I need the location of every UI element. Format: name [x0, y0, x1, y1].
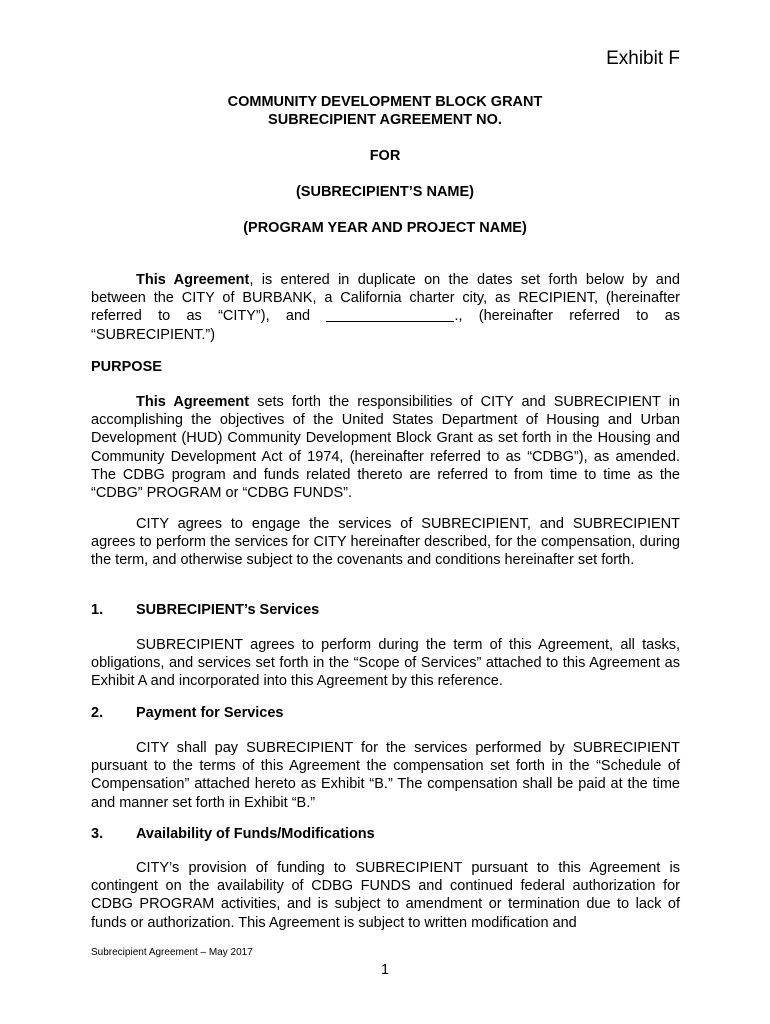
- purpose-heading: PURPOSE: [91, 359, 162, 375]
- subrecipient-name-blank: [326, 308, 454, 322]
- purpose-paragraph-2: [91, 515, 680, 570]
- section-2-title: Payment for Services: [136, 705, 284, 721]
- section-1-paragraph: [91, 636, 680, 691]
- document-title: [0, 93, 770, 129]
- section-3-heading: [91, 826, 375, 842]
- page-number: 1: [380, 962, 390, 978]
- title-line-2: SUBRECIPIENT AGREEMENT NO.: [268, 112, 502, 128]
- section-3-paragraph: [91, 859, 680, 932]
- purpose-text-1: sets forth the responsibilities of CITY and SUBRECIPIENT in accomplishing the objectives of the United States Department of Housing and Urban Development (HUD) Community Development Block Grant as set forth in the Housing and Community Development Act of 1974, (hereinafter referred to as “CDBG”), as amended. The CDBG program and funds related thereto are referred to from time to time as the “CDBG” PROGRAM or “CDBG FUNDS”.: [91, 394, 680, 502]
- title-line-1: COMMUNITY DEVELOPMENT BLOCK GRANT: [227, 94, 543, 110]
- purpose-text-2: CITY agrees to engage the services of SUBRECIPIENT, and SUBRECIPIENT agrees to perform the services for CITY hereinafter described, for the compensation, during the term, and otherwise subject to the covenants and conditions hereinafter set forth.: [91, 516, 680, 569]
- section-1-title: SUBRECIPIENT’s Services: [136, 602, 320, 618]
- section-1-number: 1.: [91, 602, 104, 618]
- intro-text-2: ., (hereinafter referred to as “SUBRECIPIENT.”): [91, 308, 681, 343]
- purpose-bold-lead: This Agreement: [136, 394, 250, 410]
- page-footer: Subrecipient Agreement – May 2017: [91, 947, 253, 958]
- title-subrecipient-name: (SUBRECIPIENT’S NAME): [295, 184, 475, 200]
- section-3-number: 3.: [91, 826, 104, 842]
- title-program-year: (PROGRAM YEAR AND PROJECT NAME): [243, 220, 527, 236]
- intro-text-1: , is entered in duplicate on the dates set forth below by and between the CITY of BURBANK, a California charter city, as RECIPIENT, (hereinafter referred to as “CITY”), and: [91, 272, 680, 325]
- purpose-paragraph-1: [91, 393, 680, 502]
- section-3-text: CITY’s provision of funding to SUBRECIPIENT pursuant to this Agreement is contingent on the availability of CDBG FUNDS and continued federal authorization for CDBG PROGRAM activities, and is subject to amendment or termination due to lack of funds or authorization. This Agreement is subject to written modification and: [91, 860, 680, 931]
- section-2-number: 2.: [91, 705, 104, 721]
- title-for: FOR: [369, 148, 401, 164]
- section-1-heading: [91, 602, 319, 618]
- intro-bold-lead: This Agreement: [136, 272, 250, 288]
- section-2-paragraph: [91, 739, 680, 812]
- exhibit-label: Exhibit F: [606, 48, 680, 69]
- section-1-text: SUBRECIPIENT agrees to perform during the term of this Agreement, all tasks, obligations, and services set forth in the “Scope of Services” attached to this Agreement as Exhibit A and incorporated into this Agreement by this reference.: [91, 637, 680, 690]
- section-3-title: Availability of Funds/Modifications: [136, 826, 375, 842]
- intro-paragraph: [91, 271, 680, 344]
- section-2-text: CITY shall pay SUBRECIPIENT for the services performed by SUBRECIPIENT pursuant to the terms of this Agreement the compensation set forth in the “Schedule of Compensation” attached hereto as Exhibit “B.” The compensation shall be paid at the time and manner set forth in Exhibit “B.”: [91, 740, 680, 811]
- section-2-heading: [91, 705, 284, 721]
